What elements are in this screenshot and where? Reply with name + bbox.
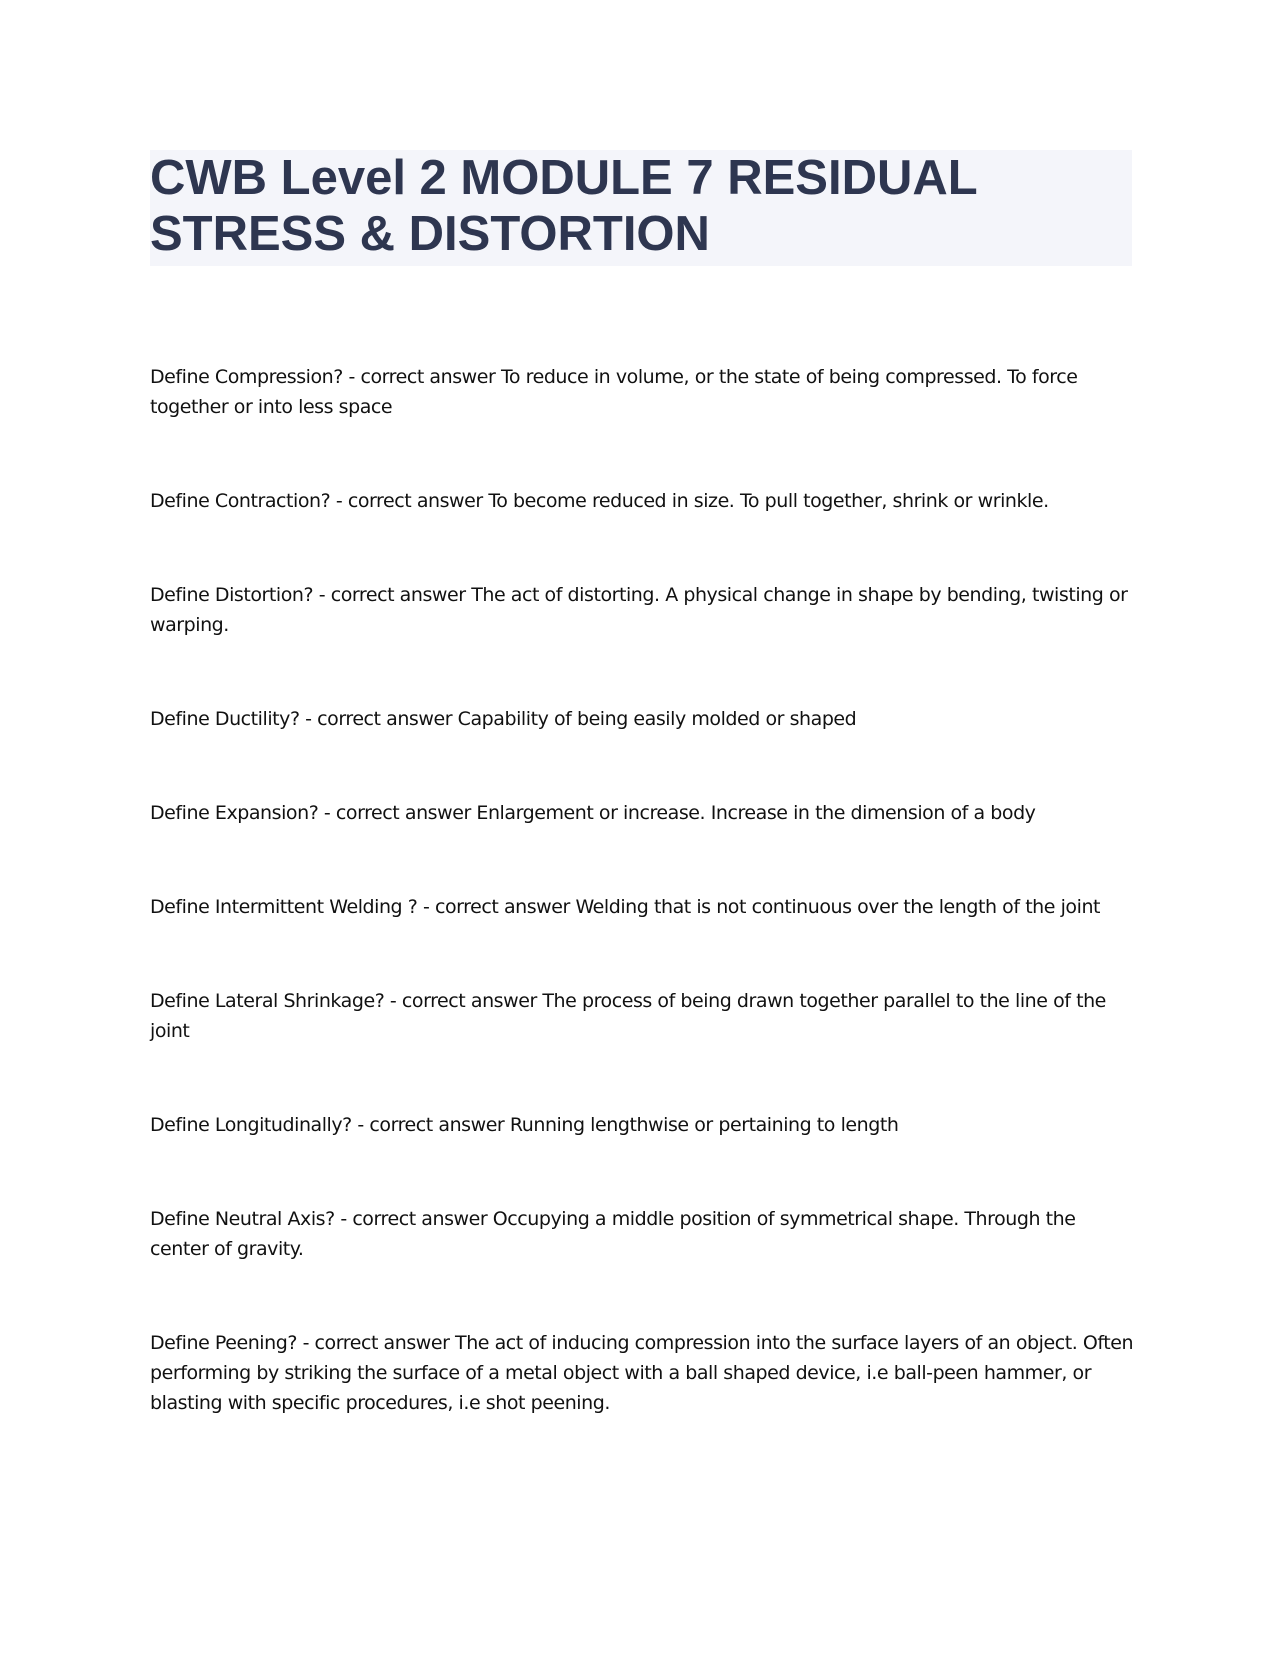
qa-item-distortion: Define Distortion? - correct answer The act of distorting. A physical change in shape by bending, twisting or warping. — [150, 584, 1128, 636]
qa-item-peening: Define Peening? - correct answer The act of inducing compression into the surface layers of an object. Often performing by striking the surface of a metal object with a ball shaped device, i.e ball-peen hammer, or blasting with specific procedures, i.e shot peening. — [150, 1332, 1134, 1414]
qa-item-ductility: Define Ductility? - correct answer Capability of being easily molded or shaped — [150, 708, 857, 730]
qa-list — [150, 362, 1135, 1418]
title-block — [150, 150, 1132, 266]
document-title: CWB Level 2 MODULE 7 RESIDUAL STRESS & DISTORTION — [150, 151, 977, 261]
qa-item-intermittent-welding: Define Intermittent Welding ? - correct answer Welding that is not continuous over the length of the joint — [150, 896, 1101, 918]
qa-item-lateral-shrinkage: Define Lateral Shrinkage? - correct answer The process of being drawn together parallel to the line of the joint — [150, 990, 1106, 1042]
qa-item-compression: Define Compression? - correct answer To reduce in volume, or the state of being compressed. To force together or into less space — [150, 366, 1078, 418]
qa-item-contraction: Define Contraction? - correct answer To become reduced in size. To pull together, shrink or wrinkle. — [150, 490, 1049, 512]
qa-item-neutral-axis: Define Neutral Axis? - correct answer Occupying a middle position of symmetrical shape. Through the center of gravity. — [150, 1208, 1076, 1260]
qa-item-expansion: Define Expansion? - correct answer Enlargement or increase. Increase in the dimension of a body — [150, 802, 1036, 824]
qa-item-longitudinally: Define Longitudinally? - correct answer Running lengthwise or pertaining to length — [150, 1114, 899, 1136]
